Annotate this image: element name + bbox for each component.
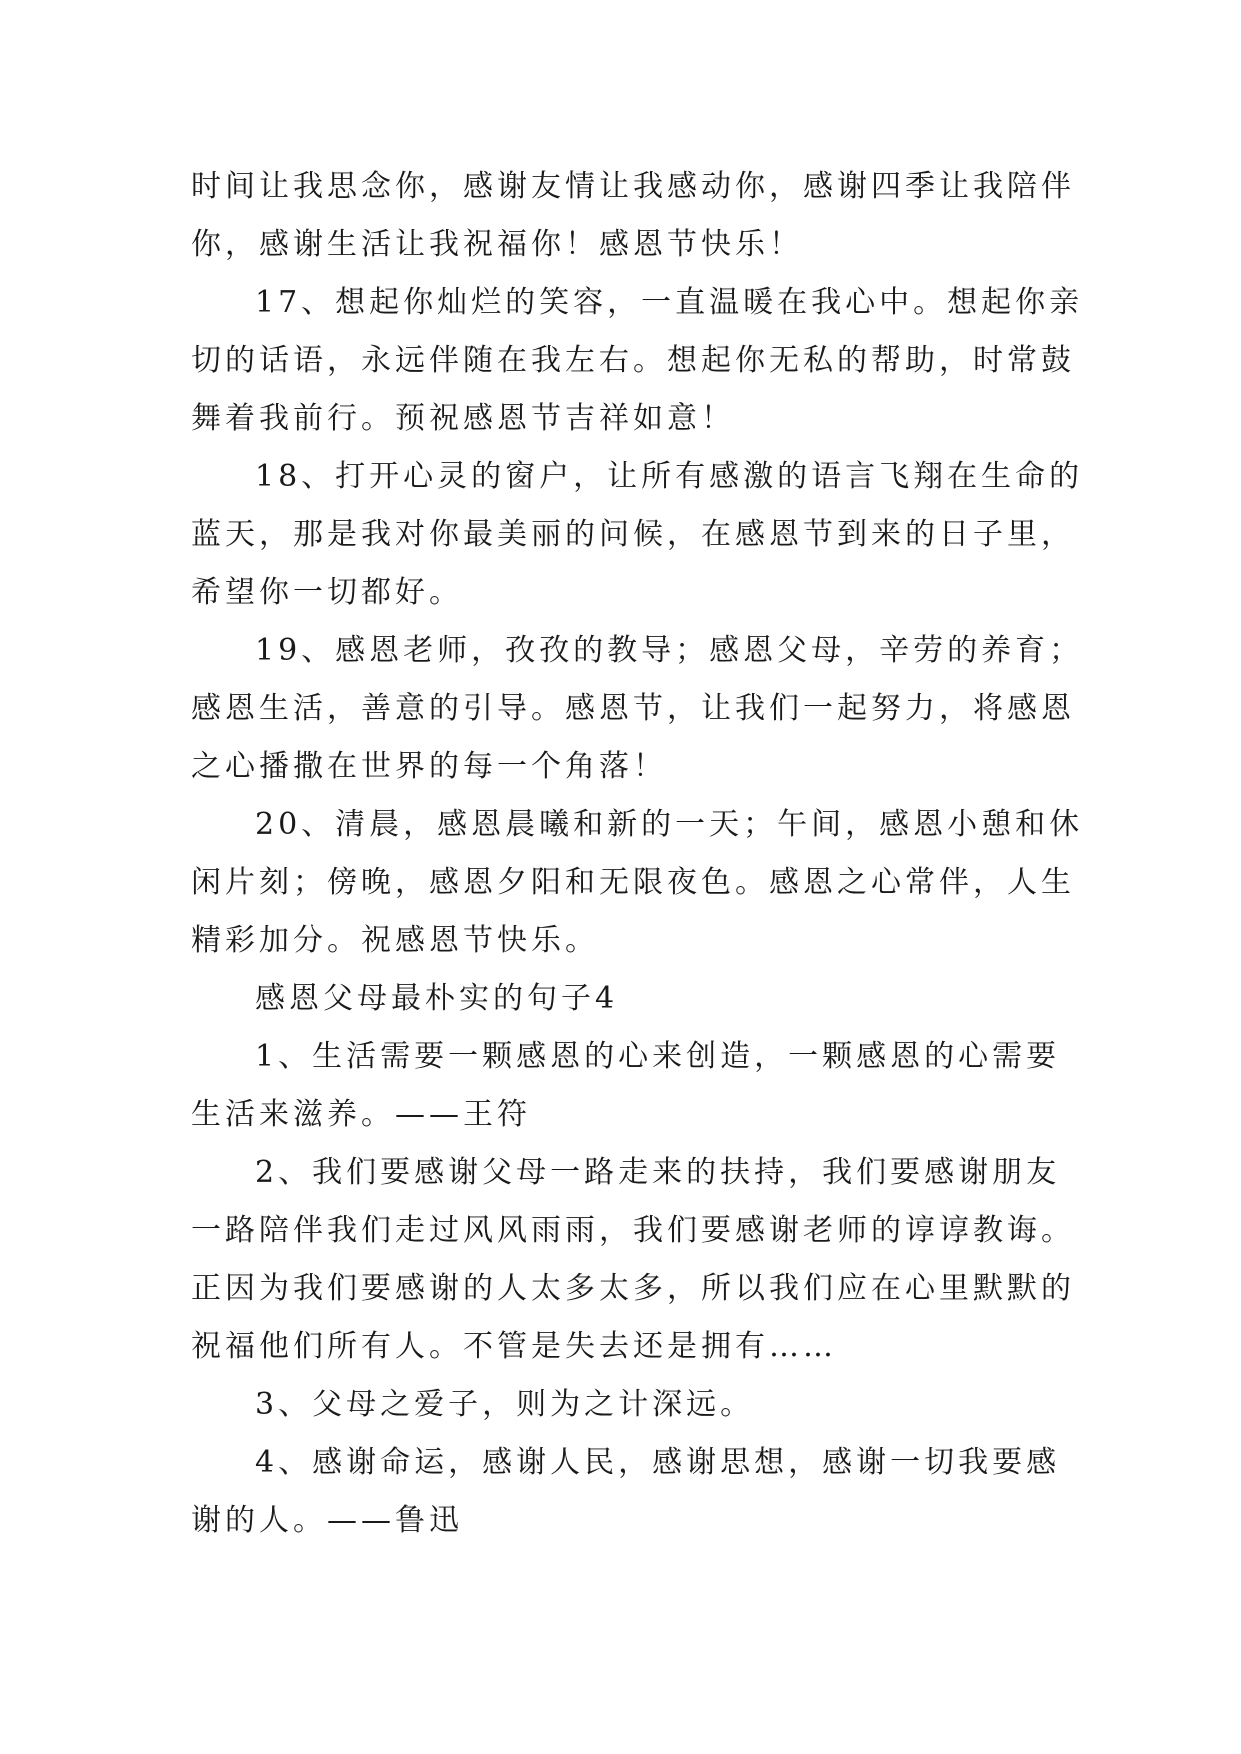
paragraph [191, 158, 1075, 274]
text-line: 1、生活需要一颗感恩的心来创造，一颗感恩的心需要 [255, 1039, 1061, 1074]
document-page [191, 158, 1084, 1550]
text-line: 3、父母之爱子，则为之计深远。 [255, 1387, 755, 1422]
paragraph [191, 448, 1084, 622]
text-line: 闲片刻；傍晚，感恩夕阳和无限夜色。感恩之心常伴，人生 [191, 865, 1075, 900]
text-line: 蓝天，那是我对你最美丽的问候，在感恩节到来的日子里， [191, 517, 1075, 552]
section-heading [191, 970, 1061, 1028]
text-line: 切的话语，永远伴随在我左右。想起你无私的帮助，时常鼓 [191, 343, 1075, 378]
paragraph [191, 796, 1084, 970]
paragraph [191, 1028, 1061, 1144]
text-line: 一路陪伴我们走过风风雨雨，我们要感谢老师的谆谆教诲。 [191, 1213, 1075, 1248]
text-line: 时间让我思念你，感谢友情让我感动你，感谢四季让我陪伴 [191, 169, 1075, 204]
paragraph [191, 1434, 1061, 1550]
text-line: 18、打开心灵的窗户，让所有感激的语言飞翔在生命的 [255, 459, 1084, 494]
text-line: 17、想起你灿烂的笑容，一直温暖在我心中。想起你亲 [255, 285, 1084, 320]
text-line: 精彩加分。祝感恩节快乐。 [191, 923, 599, 958]
text-line: 2、我们要感谢父母一路走来的扶持，我们要感谢朋友 [255, 1155, 1061, 1190]
paragraph [191, 274, 1084, 448]
section-heading-text: 感恩父母最朴实的句子4 [255, 981, 619, 1016]
text-line: 之心播撒在世界的每一个角落！ [191, 749, 667, 784]
paragraph [191, 1144, 1075, 1376]
text-line: 20、清晨，感恩晨曦和新的一天；午间，感恩小憩和休 [255, 807, 1084, 842]
text-line: 你，感谢生活让我祝福你！感恩节快乐！ [191, 227, 803, 262]
text-line: 谢的人。——鲁迅 [191, 1503, 463, 1538]
text-line: 祝福他们所有人。不管是失去还是拥有…… [191, 1329, 837, 1364]
text-line: 生活来滋养。——王符 [191, 1097, 531, 1132]
text-line: 4、感谢命运，感谢人民，感谢思想，感谢一切我要感 [255, 1445, 1061, 1480]
text-line: 正因为我们要感谢的人太多太多，所以我们应在心里默默的 [191, 1271, 1075, 1306]
text-line: 希望你一切都好。 [191, 575, 463, 610]
paragraph [191, 1376, 1061, 1434]
text-line: 舞着我前行。预祝感恩节吉祥如意！ [191, 401, 735, 436]
paragraph [191, 622, 1084, 796]
text-line: 19、感恩老师，孜孜的教导；感恩父母，辛劳的养育； [255, 633, 1084, 668]
text-line: 感恩生活，善意的引导。感恩节，让我们一起努力，将感恩 [191, 691, 1075, 726]
